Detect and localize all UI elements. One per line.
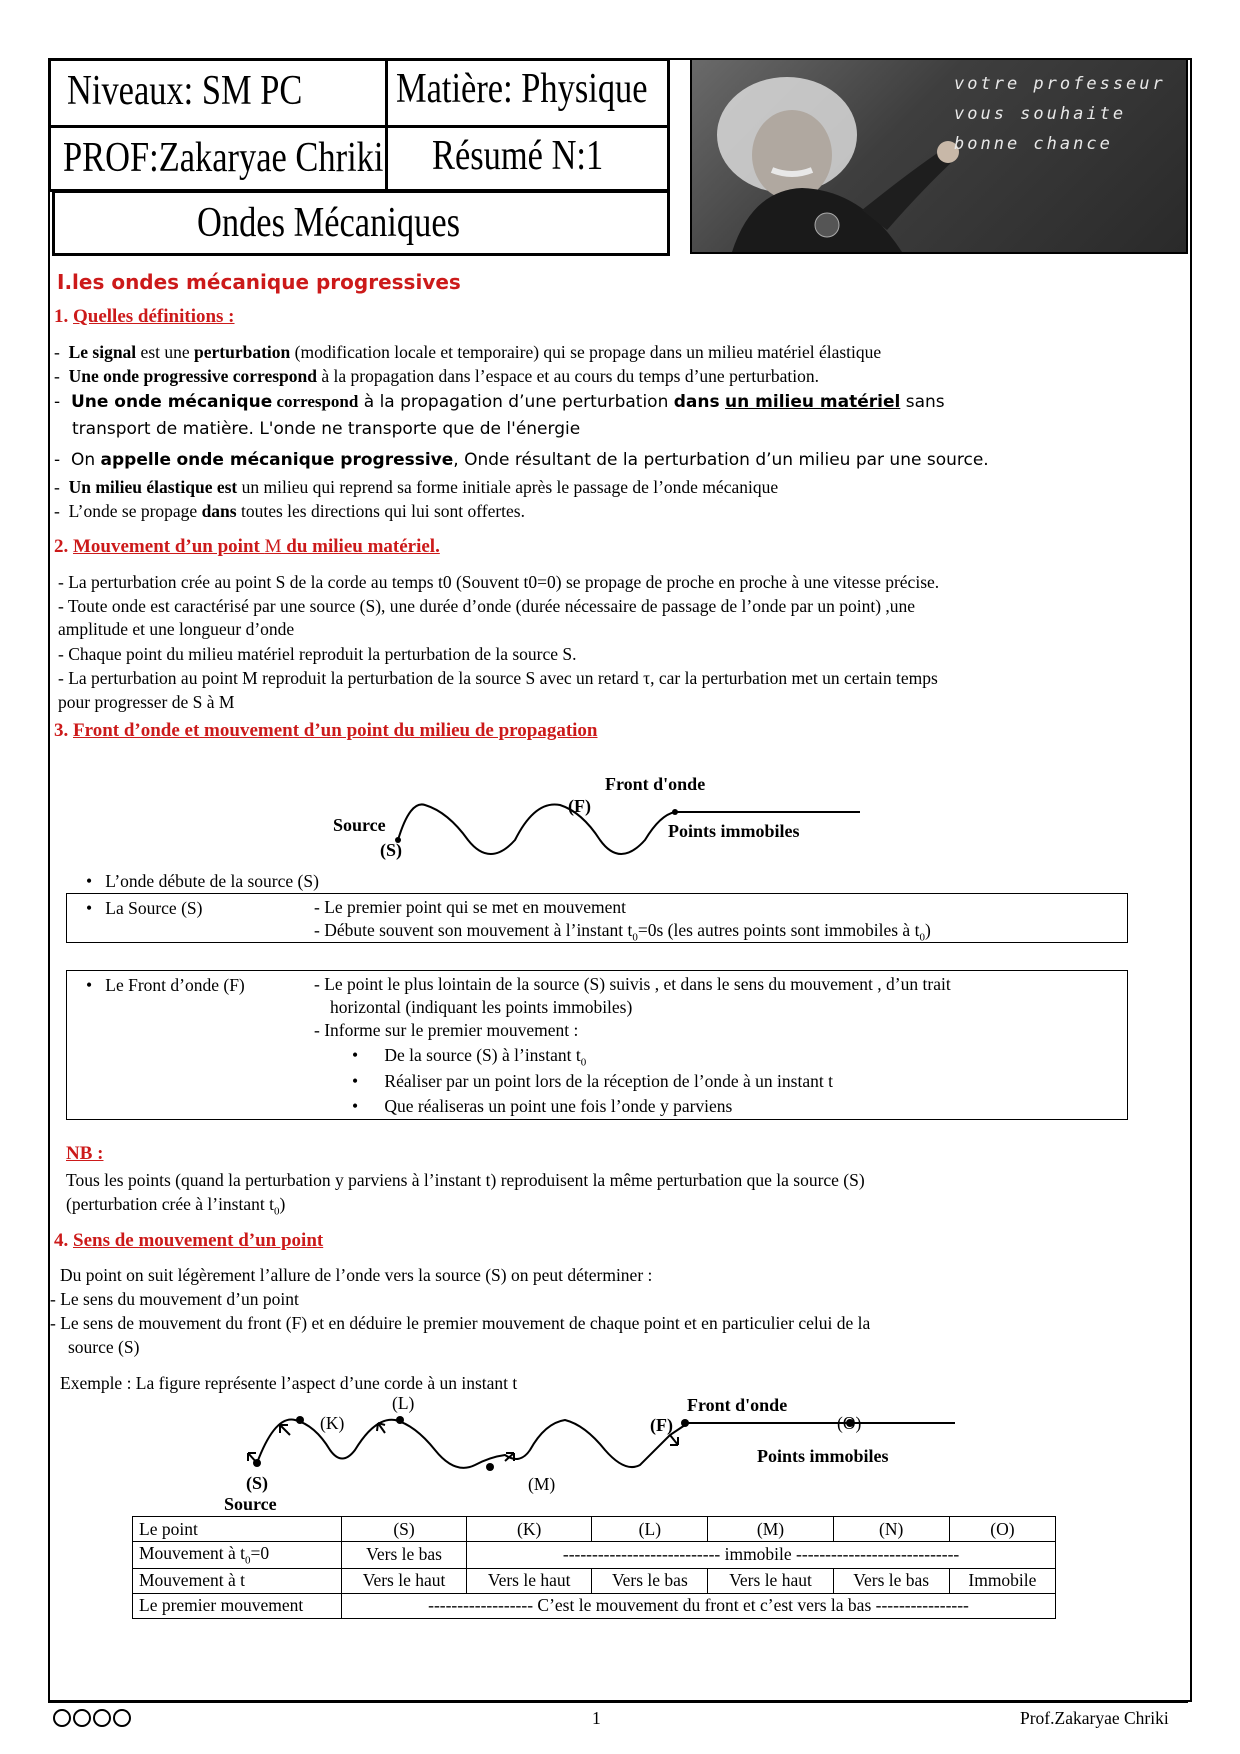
sens-line-3b: source (S) — [68, 1337, 140, 1357]
table-cell — [133, 1542, 342, 1569]
header-matiere — [385, 58, 670, 128]
row1-label-sub: 0 — [244, 1554, 251, 1567]
table-cell: Le premier mouvement — [133, 1593, 342, 1618]
einstein-image — [690, 58, 1188, 254]
sub1-title-text: Quelles définitions : — [73, 306, 235, 327]
source-l2b: =0s (les autres points sont immobiles à t — [637, 920, 920, 940]
def-3d: dans — [673, 392, 720, 412]
def-4a: On — [70, 450, 101, 470]
fig2-k-label: (K) — [320, 1413, 345, 1433]
nb-l2b: ) — [279, 1194, 286, 1214]
mvt-line-4b: pour progresser de S à M — [58, 692, 235, 712]
def-3f: sans — [900, 392, 945, 412]
subsection-3-title — [54, 720, 598, 742]
nb-line-1: Tous les points (quand la perturbation y parviens à l’instant t) reproduisent la même perturbation que la source (S) — [66, 1170, 865, 1190]
def-1b: est une — [136, 342, 195, 362]
front-b1-text: De la source (S) à l’instant t — [384, 1045, 581, 1065]
source-l2c: ) — [924, 920, 931, 940]
def-4b: appelle — [100, 450, 172, 470]
bullet-onde-debut: • L’onde débute de la source (S) — [86, 871, 319, 891]
table-cell: Vers le haut — [467, 1568, 592, 1593]
table-cell: Le point — [133, 1517, 342, 1542]
row1-label-b: =0 — [250, 1543, 270, 1563]
nb-l2a: (perturbation crée à l’instant t — [66, 1194, 274, 1214]
def-3e: un milieu matériel — [725, 392, 901, 412]
front-box-bullet-3: • Que réaliseras un point une fois l’onde y parviens — [352, 1096, 733, 1116]
header-niveaux — [48, 58, 388, 128]
prof-text: PROF:Zakaryae Chriki — [63, 135, 384, 181]
front-box-label-text: Le Front d’onde (F) — [105, 975, 245, 995]
table-row — [133, 1542, 1056, 1569]
fig1-source-label: Source — [333, 815, 386, 835]
subsection-2-title — [54, 536, 440, 558]
def-line-4: - On appelle onde mécanique progressive, Onde résultant de la perturbation d’un milieu par une source. — [54, 450, 989, 470]
def-line-5: - Un milieu élastique est un milieu qui reprend sa forme initiale après le passage de l’onde mécanique — [54, 477, 779, 497]
source-box-line-1: - Le premier point qui se met en mouvement — [314, 897, 626, 917]
table-row — [133, 1593, 1056, 1618]
arrow-s — [248, 1453, 257, 1463]
table-cell: (S) — [342, 1517, 467, 1542]
section-title: I.les ondes mécanique progressives — [57, 270, 461, 294]
table-cell: (M) — [708, 1517, 833, 1542]
front-b1-sub: 0 — [580, 1056, 587, 1069]
point-k — [296, 1416, 304, 1424]
fig1-front-label: Front d'onde — [605, 774, 706, 794]
table-cell: Vers le haut — [708, 1568, 833, 1593]
sub4-title-text: Sens de mouvement d’un point — [73, 1230, 324, 1251]
arrow-k — [280, 1425, 290, 1435]
source-box-label: • La Source (S) — [86, 898, 203, 918]
footer-rule — [48, 1702, 1188, 1703]
table-cell: Immobile — [949, 1568, 1055, 1593]
exemple-line: Exemple : La figure représente l’aspect d’une corde à un instant t — [60, 1373, 518, 1393]
nb-title — [66, 1143, 103, 1165]
nb-line-2 — [66, 1194, 285, 1218]
point-m — [486, 1463, 494, 1471]
def-4d: , Onde résultant de la perturbation d’un milieu par une source. — [453, 450, 989, 470]
bullet-onde-debut-text: L’onde débute de la source (S) — [105, 871, 319, 891]
def-line-1: - Le signal est une perturbation (modification locale et temporaire) qui se propage dans un milieu matériel élastique — [54, 342, 882, 362]
def-2a: Une onde progressive correspond — [68, 366, 317, 386]
nb-sub: 0 — [273, 1205, 280, 1218]
title-text: Ondes Mécaniques — [197, 200, 461, 246]
front-box-line-2: - Informe sur le premier mouvement : — [314, 1020, 579, 1040]
sub1-num: 1. — [54, 306, 69, 327]
table-cell: Vers le bas — [592, 1568, 708, 1593]
front-box-label: • Le Front d’onde (F) — [86, 975, 245, 995]
table-cell: Vers le bas — [833, 1568, 949, 1593]
mvt-line-2: - Toute onde est caractérisé par une source (S), une durée d’onde (durée nécessaire de passage de l’onde par un point) ,une — [58, 596, 916, 616]
fig2-m-label: (M) — [528, 1474, 556, 1494]
def-1d: (modification locale et temporaire) qui se propage dans un milieu matériel élastique — [290, 342, 882, 362]
def-1a: Le signal — [68, 342, 137, 362]
chalk-line-3: bonne chance — [954, 134, 1113, 154]
front-b2-text: Réaliser par un point lors de la réception de l’onde à un instant t — [384, 1071, 833, 1091]
fig2-l-label: (L) — [392, 1393, 415, 1413]
arrow-l — [377, 1423, 385, 1433]
def-2b: à la propagation dans l’espace et au cours du temps d’une perturbation. — [317, 366, 819, 386]
table-cell: (O) — [949, 1517, 1055, 1542]
mvt-line-1: - La perturbation crée au point S de la corde au temps t0 (Souvent t0=0) se propage de proche en proche à une vitesse précise. — [58, 572, 940, 592]
sub2-title-a: Mouvement d’un point — [73, 536, 265, 557]
nb-title-text: NB : — [66, 1143, 104, 1164]
def-3b: correspond — [272, 392, 359, 411]
fig1-immobiles-label: Points immobiles — [668, 821, 800, 841]
sub2-num: 2. — [54, 536, 69, 557]
def-5a: Un milieu élastique est — [68, 477, 238, 497]
table-cell: (L) — [592, 1517, 708, 1542]
def-6a: L’onde se propage — [68, 501, 202, 521]
cc-badges — [52, 1708, 148, 1728]
fig2-source-label: Source — [224, 1494, 277, 1514]
table-cell: Vers le bas — [342, 1542, 467, 1569]
mvt-line-4: - La perturbation au point M reproduit la perturbation de la source S avec un retard τ, car la perturbation met un certain temps — [58, 668, 938, 688]
def-6b: dans — [201, 501, 237, 521]
table-cell: (K) — [467, 1517, 592, 1542]
sens-line-1: Du point on suit légèrement l’allure de l’onde vers la source (S) on peut déterminer : — [60, 1265, 653, 1285]
def-line-3: - Une onde mécanique correspond à la propagation d’une perturbation dans un milieu matériel sans — [54, 392, 945, 412]
front-b3-text: Que réaliseras un point une fois l’onde y parviens — [384, 1096, 733, 1116]
page-number: 1 — [592, 1708, 601, 1728]
source-l2a: - Débute souvent son mouvement à l’instant t — [314, 920, 633, 940]
header-title — [52, 190, 670, 256]
def-5b: un milieu qui reprend sa forme initiale après le passage de l’onde mécanique — [237, 477, 779, 497]
sub3-num: 3. — [54, 720, 69, 741]
def-3a: Une onde mécanique — [70, 392, 273, 412]
fig2-f-label: (F) — [650, 1415, 673, 1435]
def-line-6: - L’onde se propage dans toutes les directions qui lui sont offertes. — [54, 501, 525, 521]
chalk-line-1: votre professeur — [954, 74, 1166, 94]
def-1c: perturbation — [194, 342, 291, 362]
table-cell: --------------------------- immobile ---------------------------- — [467, 1542, 1056, 1569]
sens-line-2: - Le sens du mouvement d’un point — [50, 1289, 299, 1309]
matiere-text: Matière: Physique — [396, 66, 648, 112]
sub2-title-b: M — [264, 536, 282, 557]
table-cell: Vers le haut — [342, 1568, 467, 1593]
fig1-f-label: (F) — [568, 796, 591, 816]
sub4-num: 4. — [54, 1230, 69, 1251]
fig2-immobiles-label: Points immobiles — [757, 1446, 889, 1466]
cc-license-icon — [52, 1708, 148, 1733]
source-sub-2: 0 — [919, 931, 925, 944]
results-table — [132, 1516, 1056, 1619]
row1-label-a: Mouvement à t — [139, 1543, 245, 1563]
fig1-s-label: (S) — [380, 840, 402, 860]
table-cell: Mouvement à t — [133, 1568, 342, 1593]
sens-line-3: - Le sens de mouvement du front (F) et en déduire le premier mouvement de chaque point et en particulier celui de la — [50, 1313, 871, 1333]
sub2-title-c: du milieu matériel. — [281, 536, 440, 557]
mvt-line-3: - Chaque point du milieu matériel reproduit la perturbation de la source S. — [58, 644, 577, 664]
front-box-line-1: - Le point le plus lointain de la source (S) suivis , et dans le sens du mouvement , d’un trait — [314, 974, 951, 994]
table-cell: (N) — [833, 1517, 949, 1542]
source-sub-1: 0 — [632, 931, 638, 944]
resume-text: Résumé N:1 — [432, 133, 604, 179]
def-3c: à la propagation d’une perturbation — [358, 392, 674, 412]
niveaux-text: Niveaux: SM PC — [67, 68, 303, 114]
source-box-line-2 — [314, 920, 931, 944]
front-box-bullet-2: • Réaliser par un point lors de la réception de l’onde à un instant t — [352, 1071, 833, 1091]
fig2-front-label: Front d'onde — [687, 1395, 788, 1415]
mvt-line-2b: amplitude et une longueur d’onde — [58, 619, 295, 639]
front-point-1 — [672, 809, 678, 815]
def-4c: onde mécanique progressive — [176, 450, 454, 470]
fig2-s-label: (S) — [246, 1473, 268, 1493]
front-box-bullet-1: • De la source (S) à l’instant $t_0$ — [352, 1045, 587, 1069]
front-box-line-1b: horizontal (indiquant les points immobiles) — [330, 997, 633, 1017]
def-line-3b: transport de matière. L'onde ne transporte que de l'énergie — [72, 419, 581, 439]
arrow-f — [670, 1435, 678, 1445]
subsection-4-title — [54, 1230, 323, 1252]
wave-figure-1 — [320, 770, 880, 870]
source-box-label-text: La Source (S) — [105, 898, 203, 918]
footer-author: Prof.Zakaryae Chriki — [1020, 1708, 1169, 1728]
point-l — [396, 1416, 404, 1424]
table-row — [133, 1517, 1056, 1542]
table-cell: ------------------ C’est le mouvement du front et c’est vers la bas ---------------- — [342, 1593, 1056, 1618]
header-prof — [48, 125, 388, 192]
chalk-line-2: vous souhaite — [954, 104, 1127, 124]
def-6c: toutes les directions qui lui sont offertes. — [236, 501, 525, 521]
fig2-o-label: (O) — [837, 1413, 862, 1433]
sub3-title-text: Front d’onde et mouvement d’un point du milieu de propagation — [73, 720, 598, 741]
wave-curve-1 — [398, 804, 675, 854]
table-row — [133, 1568, 1056, 1593]
def-line-2: - Une onde progressive correspond à la propagation dans l’espace et au cours du temps d’une perturbation. — [54, 366, 819, 386]
point-f — [681, 1419, 689, 1427]
subsection-1-title — [54, 306, 235, 328]
header-resume — [385, 125, 670, 192]
